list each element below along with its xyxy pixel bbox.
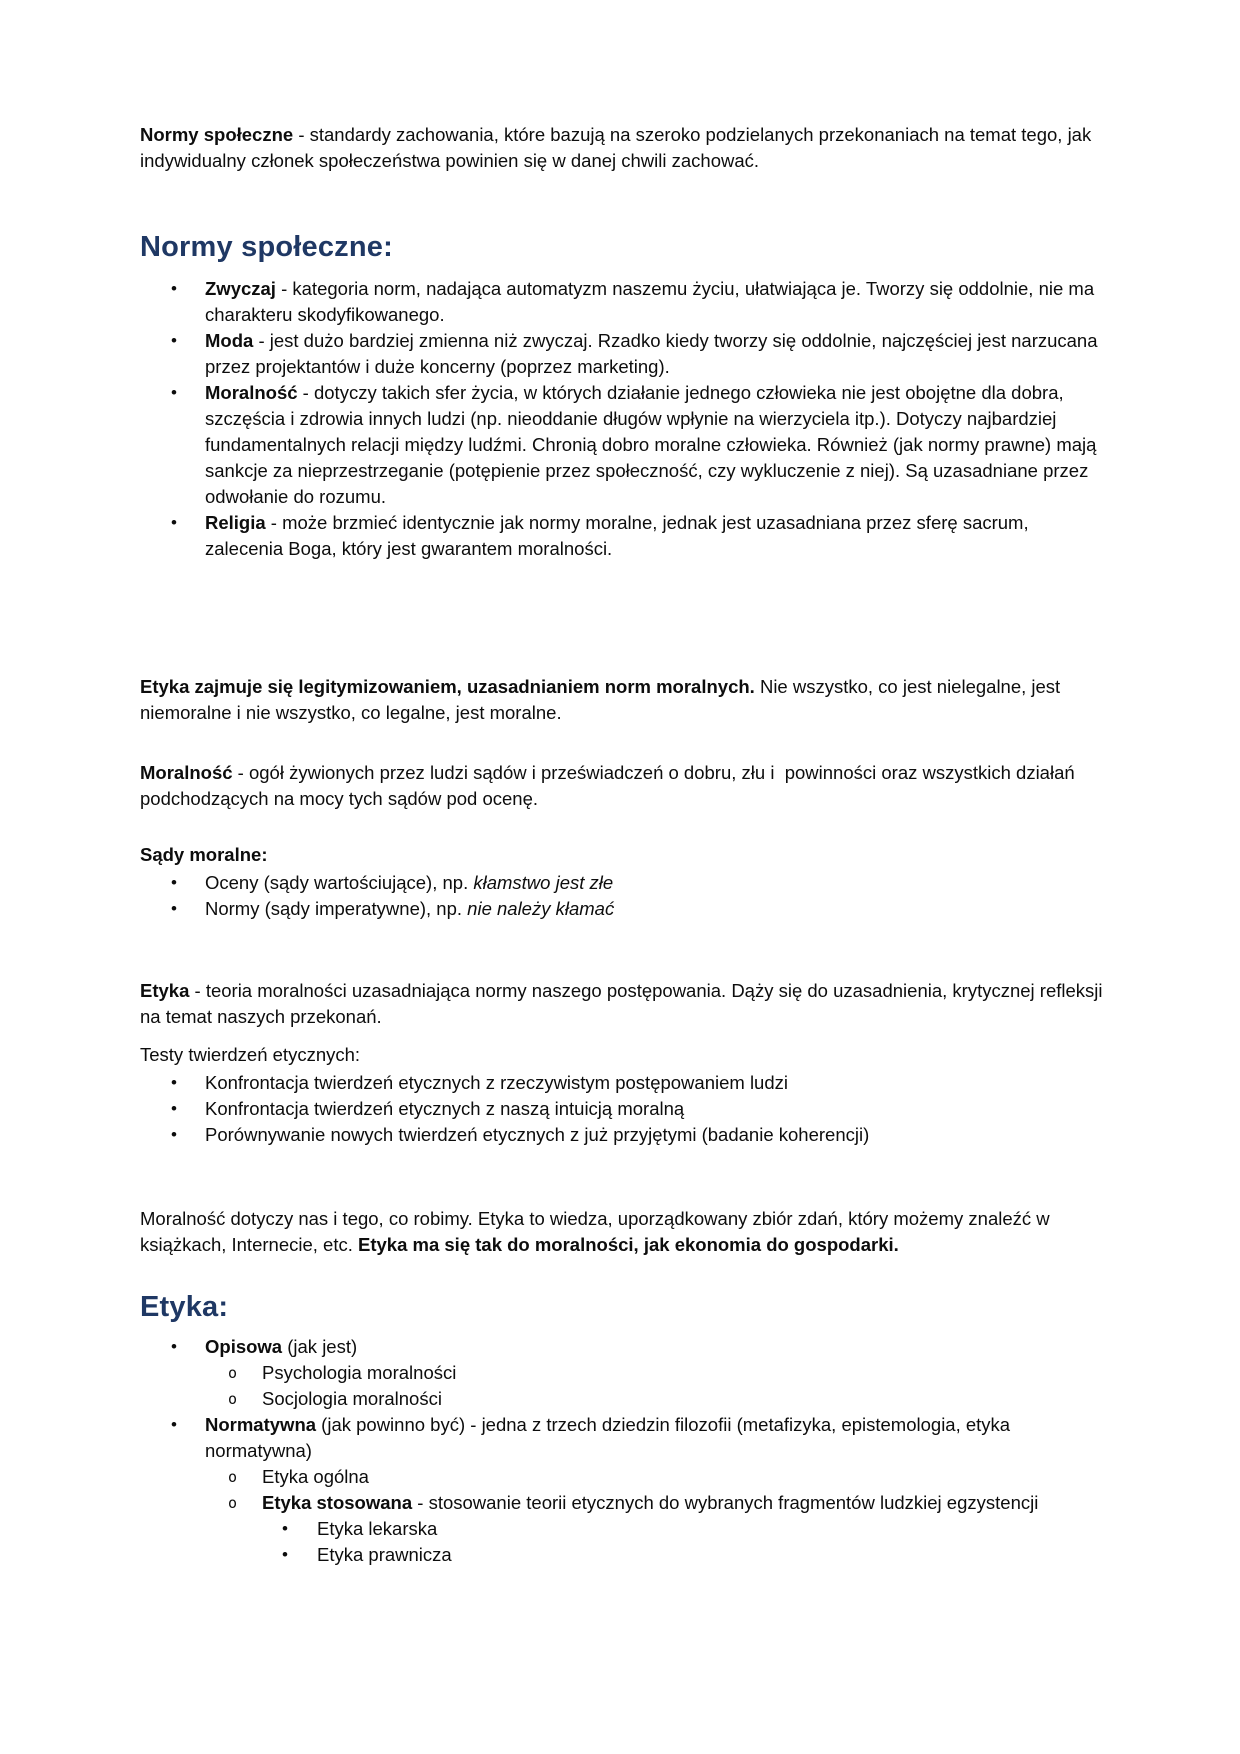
list-item-opisowa <box>140 1334 1110 1360</box>
list-item-oceny <box>140 870 1110 896</box>
heading-normy-spoleczne: Normy społeczne: <box>140 231 393 263</box>
bullet-icon: • <box>282 1545 288 1564</box>
term: Normatywna <box>205 1414 317 1435</box>
item-text: Konfrontacja twierdzeń etycznych z naszą intuicją moralną <box>205 1098 685 1119</box>
list-sady-moralne <box>140 870 1110 922</box>
body-text: Nie wszystko, co jest nielegalne, jest niemoralne i nie wszystko, co legalne, jest moralne. <box>140 676 1066 723</box>
emphasis-bold: Etyka ma się tak do moralności, jak ekonomia do gospodarki. <box>358 1234 899 1255</box>
term-description: (jak powinno być) - jedna z trzech dziedzin filozofii (metafizyka, epistemologia, etyka normatywna) <box>205 1414 1016 1461</box>
circle-bullet-icon: o <box>228 1390 238 1408</box>
subheading-testy: Testy twierdzeń etycznych: <box>140 1044 361 1065</box>
circle-bullet-icon: o <box>228 1494 238 1512</box>
list-etyka <box>140 1334 1110 1568</box>
body-text: - teoria moralności uzasadniająca normy naszego postępowania. Dąży się do uzasadnienia, krytycznej refleksji na temat naszych przekonań. <box>140 980 1108 1027</box>
lead-bold: Etyka zajmuje się legitymizowaniem, uzasadnianiem norm moralnych. <box>140 676 755 697</box>
list-item-normatywna <box>140 1412 1110 1464</box>
list-item-moda <box>140 328 1110 380</box>
item-text: Etyka lekarska <box>317 1518 438 1539</box>
list-item-test-1 <box>140 1070 1110 1096</box>
term: Etyka stosowana <box>262 1492 413 1513</box>
lead-bold: Moralność <box>140 762 233 783</box>
paragraph-etyka-legitymizacja <box>140 674 1110 726</box>
list-item-etyka-prawnicza <box>140 1542 1110 1568</box>
list-item-etyka-ogolna <box>140 1464 1110 1490</box>
term: Religia <box>205 512 266 533</box>
term-description: - może brzmieć identycznie jak normy moralne, jednak jest uzasadniana przez sferę sacrum, zalecenia Boga, który jest gwarantem moralności. <box>205 512 1034 559</box>
list-item-religia <box>140 510 1110 562</box>
bullet-icon: • <box>171 1337 177 1356</box>
bullet-icon: • <box>171 899 177 918</box>
term-description: (jak jest) <box>282 1336 358 1357</box>
circle-bullet-icon: o <box>228 1468 238 1486</box>
term: Moralność <box>205 382 298 403</box>
item-text: Socjologia moralności <box>262 1388 442 1409</box>
list-item-socjologia <box>140 1386 1110 1412</box>
list-normy-spoleczne <box>140 276 1110 562</box>
term: Zwyczaj <box>205 278 276 299</box>
term: Opisowa <box>205 1336 283 1357</box>
term: Moda <box>205 330 254 351</box>
item-text: Porównywanie nowych twierdzeń etycznych z już przyjętymi (badanie koherencji) <box>205 1124 870 1145</box>
item-example: kłamstwo jest złe <box>473 872 614 893</box>
paragraph-podsumowanie <box>140 1206 1110 1258</box>
item-text: Konfrontacja twierdzeń etycznych z rzeczywistym postępowaniem ludzi <box>205 1072 788 1093</box>
list-item-psychologia <box>140 1360 1110 1386</box>
bullet-icon: • <box>171 331 177 350</box>
bullet-icon: • <box>171 1073 177 1092</box>
intro-text: - standardy zachowania, które bazują na szeroko podzielanych przekonaniach na temat tego, jak indywidualny członek społeczeństwa powinien się w danej chwili zachować. <box>140 124 1102 171</box>
term-description: - jest dużo bardziej zmienna niż zwyczaj. Rzadko kiedy tworzy się oddolnie, najczęściej jest narzucana przez projektantów i duże koncerny (poprzez marketing). <box>205 330 1103 377</box>
bullet-icon: • <box>171 1415 177 1434</box>
bullet-icon: • <box>282 1519 288 1538</box>
intro-term: Normy społeczne <box>140 124 294 145</box>
list-item-moralnosc <box>140 380 1110 510</box>
item-text: Oceny (sądy wartościujące), np. <box>205 872 474 893</box>
body-text: - ogół żywionych przez ludzi sądów i przeświadczeń o dobru, złu i powinności oraz wszystkich działań podchodzących na mocy tych sądów pod ocenę. <box>140 762 1080 809</box>
list-item-etyka-stosowana <box>140 1490 1110 1516</box>
item-text: Normy (sądy imperatywne), np. <box>205 898 468 919</box>
intro-paragraph <box>140 122 1110 174</box>
term-description: - stosowanie teorii etycznych do wybranych fragmentów ludzkiej egzystencji <box>412 1492 1039 1513</box>
paragraph-moralnosc-definicja <box>140 760 1110 812</box>
list-item-test-3 <box>140 1122 1110 1148</box>
lead-bold: Etyka <box>140 980 190 1001</box>
list-item-normy <box>140 896 1110 922</box>
body-text: Moralność dotyczy nas i tego, co robimy. Etyka to wiedza, uporządkowany zbiór zdań, który możemy znaleźć w książkach, Internecie, etc. <box>140 1208 1055 1255</box>
item-text: Etyka ogólna <box>262 1466 369 1487</box>
heading-etyka: Etyka: <box>140 1291 229 1323</box>
bullet-icon: • <box>171 1099 177 1118</box>
subheading-sady-moralne: Sądy moralne: <box>140 844 268 865</box>
bullet-icon: • <box>171 873 177 892</box>
list-testy <box>140 1070 1110 1148</box>
term-description: - kategoria norm, nadająca automatyzm naszemu życiu, ułatwiająca je. Tworzy się oddolnie, nie ma charakteru skodyfikowanego. <box>205 278 1100 325</box>
bullet-icon: • <box>171 383 177 402</box>
list-item-etyka-lekarska <box>140 1516 1110 1542</box>
bullet-icon: • <box>171 1125 177 1144</box>
list-item-zwyczaj <box>140 276 1110 328</box>
paragraph-etyka-definicja <box>140 978 1110 1030</box>
bullet-icon: • <box>171 513 177 532</box>
list-item-test-2 <box>140 1096 1110 1122</box>
bullet-icon: • <box>171 279 177 298</box>
item-text: Etyka prawnicza <box>317 1544 452 1565</box>
item-example: nie należy kłamać <box>467 898 615 919</box>
term-description: - dotyczy takich sfer życia, w których działanie jednego człowieka nie jest obojętne dla dobra, szczęścia i zdrowia innych ludzi (np. nieoddanie długów wpłynie na wierzyciela itp.). Dotyczy najbardziej fundamentalnych relacji między ludźmi. Chronią dobro moralne człowieka. Również (jak normy prawne) mają sankcje za nieprzestrzeganie (potępienie przez społeczność, czy wykluczenie z niej). Są uzasadniane przez odwołanie do rozumu. <box>205 382 1102 507</box>
item-text: Psychologia moralności <box>262 1362 457 1383</box>
circle-bullet-icon: o <box>228 1364 238 1382</box>
